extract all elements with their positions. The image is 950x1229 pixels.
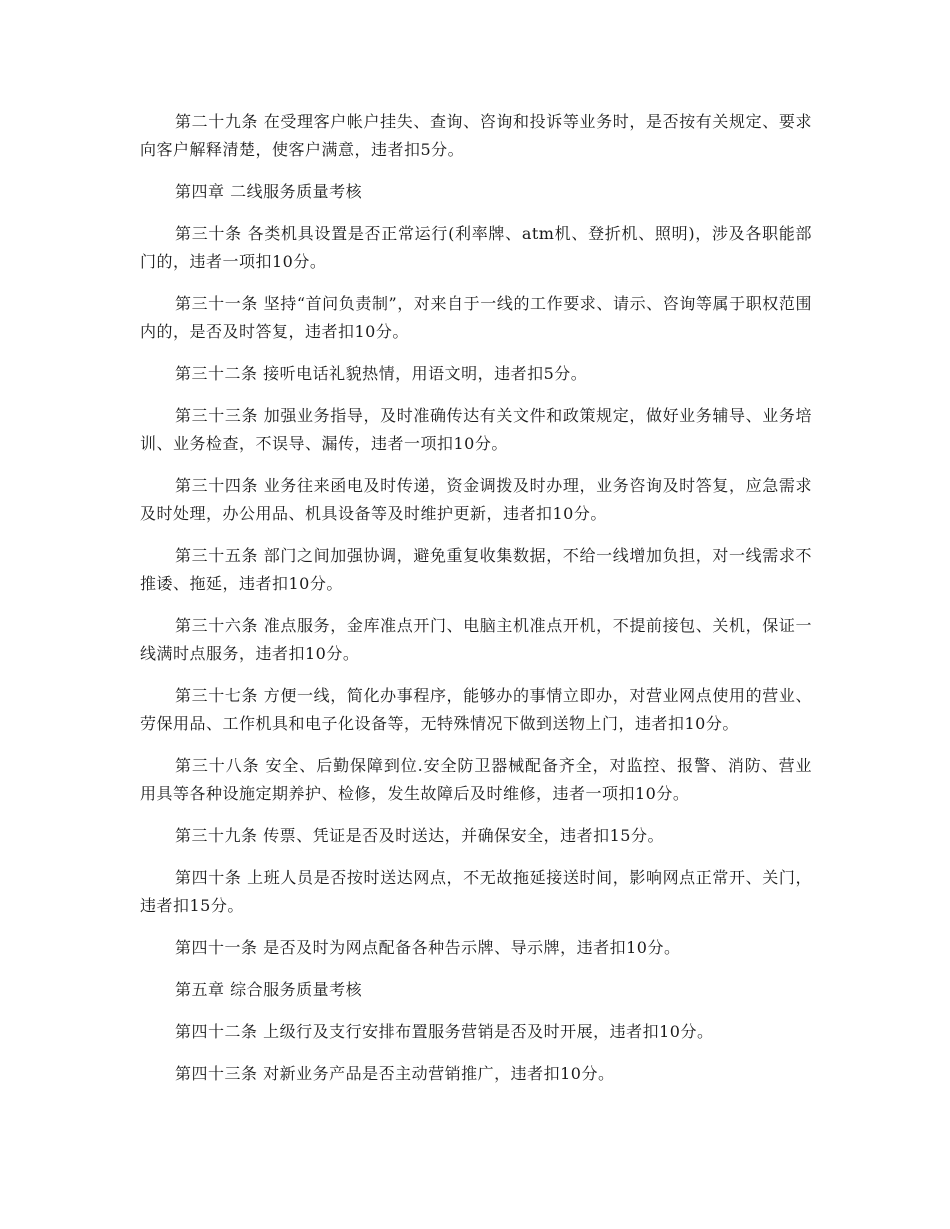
- article-32: 第三十二条 接听电话礼貌热情，用语文明，违者扣5分。: [175, 364, 588, 383]
- chapter-5-heading: 第五章 综合服务质量考核: [175, 980, 363, 999]
- article-35: 第三十五条 部门之间加强协调，避免重复收集数据，不给一线增加负担，对一线需求不推诿、拖延，违者扣10分。: [140, 546, 812, 593]
- article-40: 第四十条 上班人员是否按时送达网点，不无故拖延接送时间，影响网点正常开、关门，违者扣15分。: [140, 868, 812, 915]
- article-31: 第三十一条 坚持“首问负责制”，对来自于一线的工作要求、请示、咨询等属于职权范围内的，是否及时答复，违者扣10分。: [140, 294, 812, 341]
- article-41: 第四十一条 是否及时为网点配备各种告示牌、导示牌，违者扣10分。: [175, 938, 681, 957]
- article-29: 第二十九条 在受理客户帐户挂失、查询、咨询和投诉等业务时，是否按有关规定、要求向客户解释清楚，使客户满意，违者扣5分。: [140, 112, 812, 159]
- article-30: 第三十条 各类机具设置是否正常运行(利率牌、atm机、登折机、照明)，涉及各职能部门的，违者一项扣10分。: [140, 224, 812, 271]
- article-34: 第三十四条 业务往来函电及时传递，资金调拨及时办理，业务咨询及时答复，应急需求及时处理，办公用品、机具设备等及时维护更新，违者扣10分。: [140, 476, 812, 523]
- article-39: 第三十九条 传票、凭证是否及时送达，并确保安全，违者扣15分。: [175, 826, 664, 845]
- article-33: 第三十三条 加强业务指导，及时准确传达有关文件和政策规定，做好业务辅导、业务培训、业务检查，不误导、漏传，违者一项扣10分。: [140, 406, 812, 453]
- article-36: 第三十六条 准点服务，金库准点开门、电脑主机准点开机，不提前接包、关机，保证一线满时点服务，违者扣10分。: [140, 616, 812, 663]
- article-42: 第四十二条 上级行及支行安排布置服务营销是否及时开展，违者扣10分。: [175, 1022, 714, 1041]
- article-37: 第三十七条 方便一线，简化办事程序，能够办的事情立即办，对营业网点使用的营业、劳保用品、工作机具和电子化设备等，无特殊情况下做到送物上门，违者扣10分。: [140, 686, 812, 733]
- article-38: 第三十八条 安全、后勤保障到位.安全防卫器械配备齐全，对监控、报警、消防、营业用具等各种设施定期养护、检修，发生故障后及时维修，违者一项扣10分。: [140, 756, 812, 803]
- document-page: [140, 108, 812, 1102]
- article-43: 第四十三条 对新业务产品是否主动营销推广，违者扣10分。: [175, 1064, 615, 1083]
- chapter-4-heading: 第四章 二线服务质量考核: [175, 182, 363, 201]
